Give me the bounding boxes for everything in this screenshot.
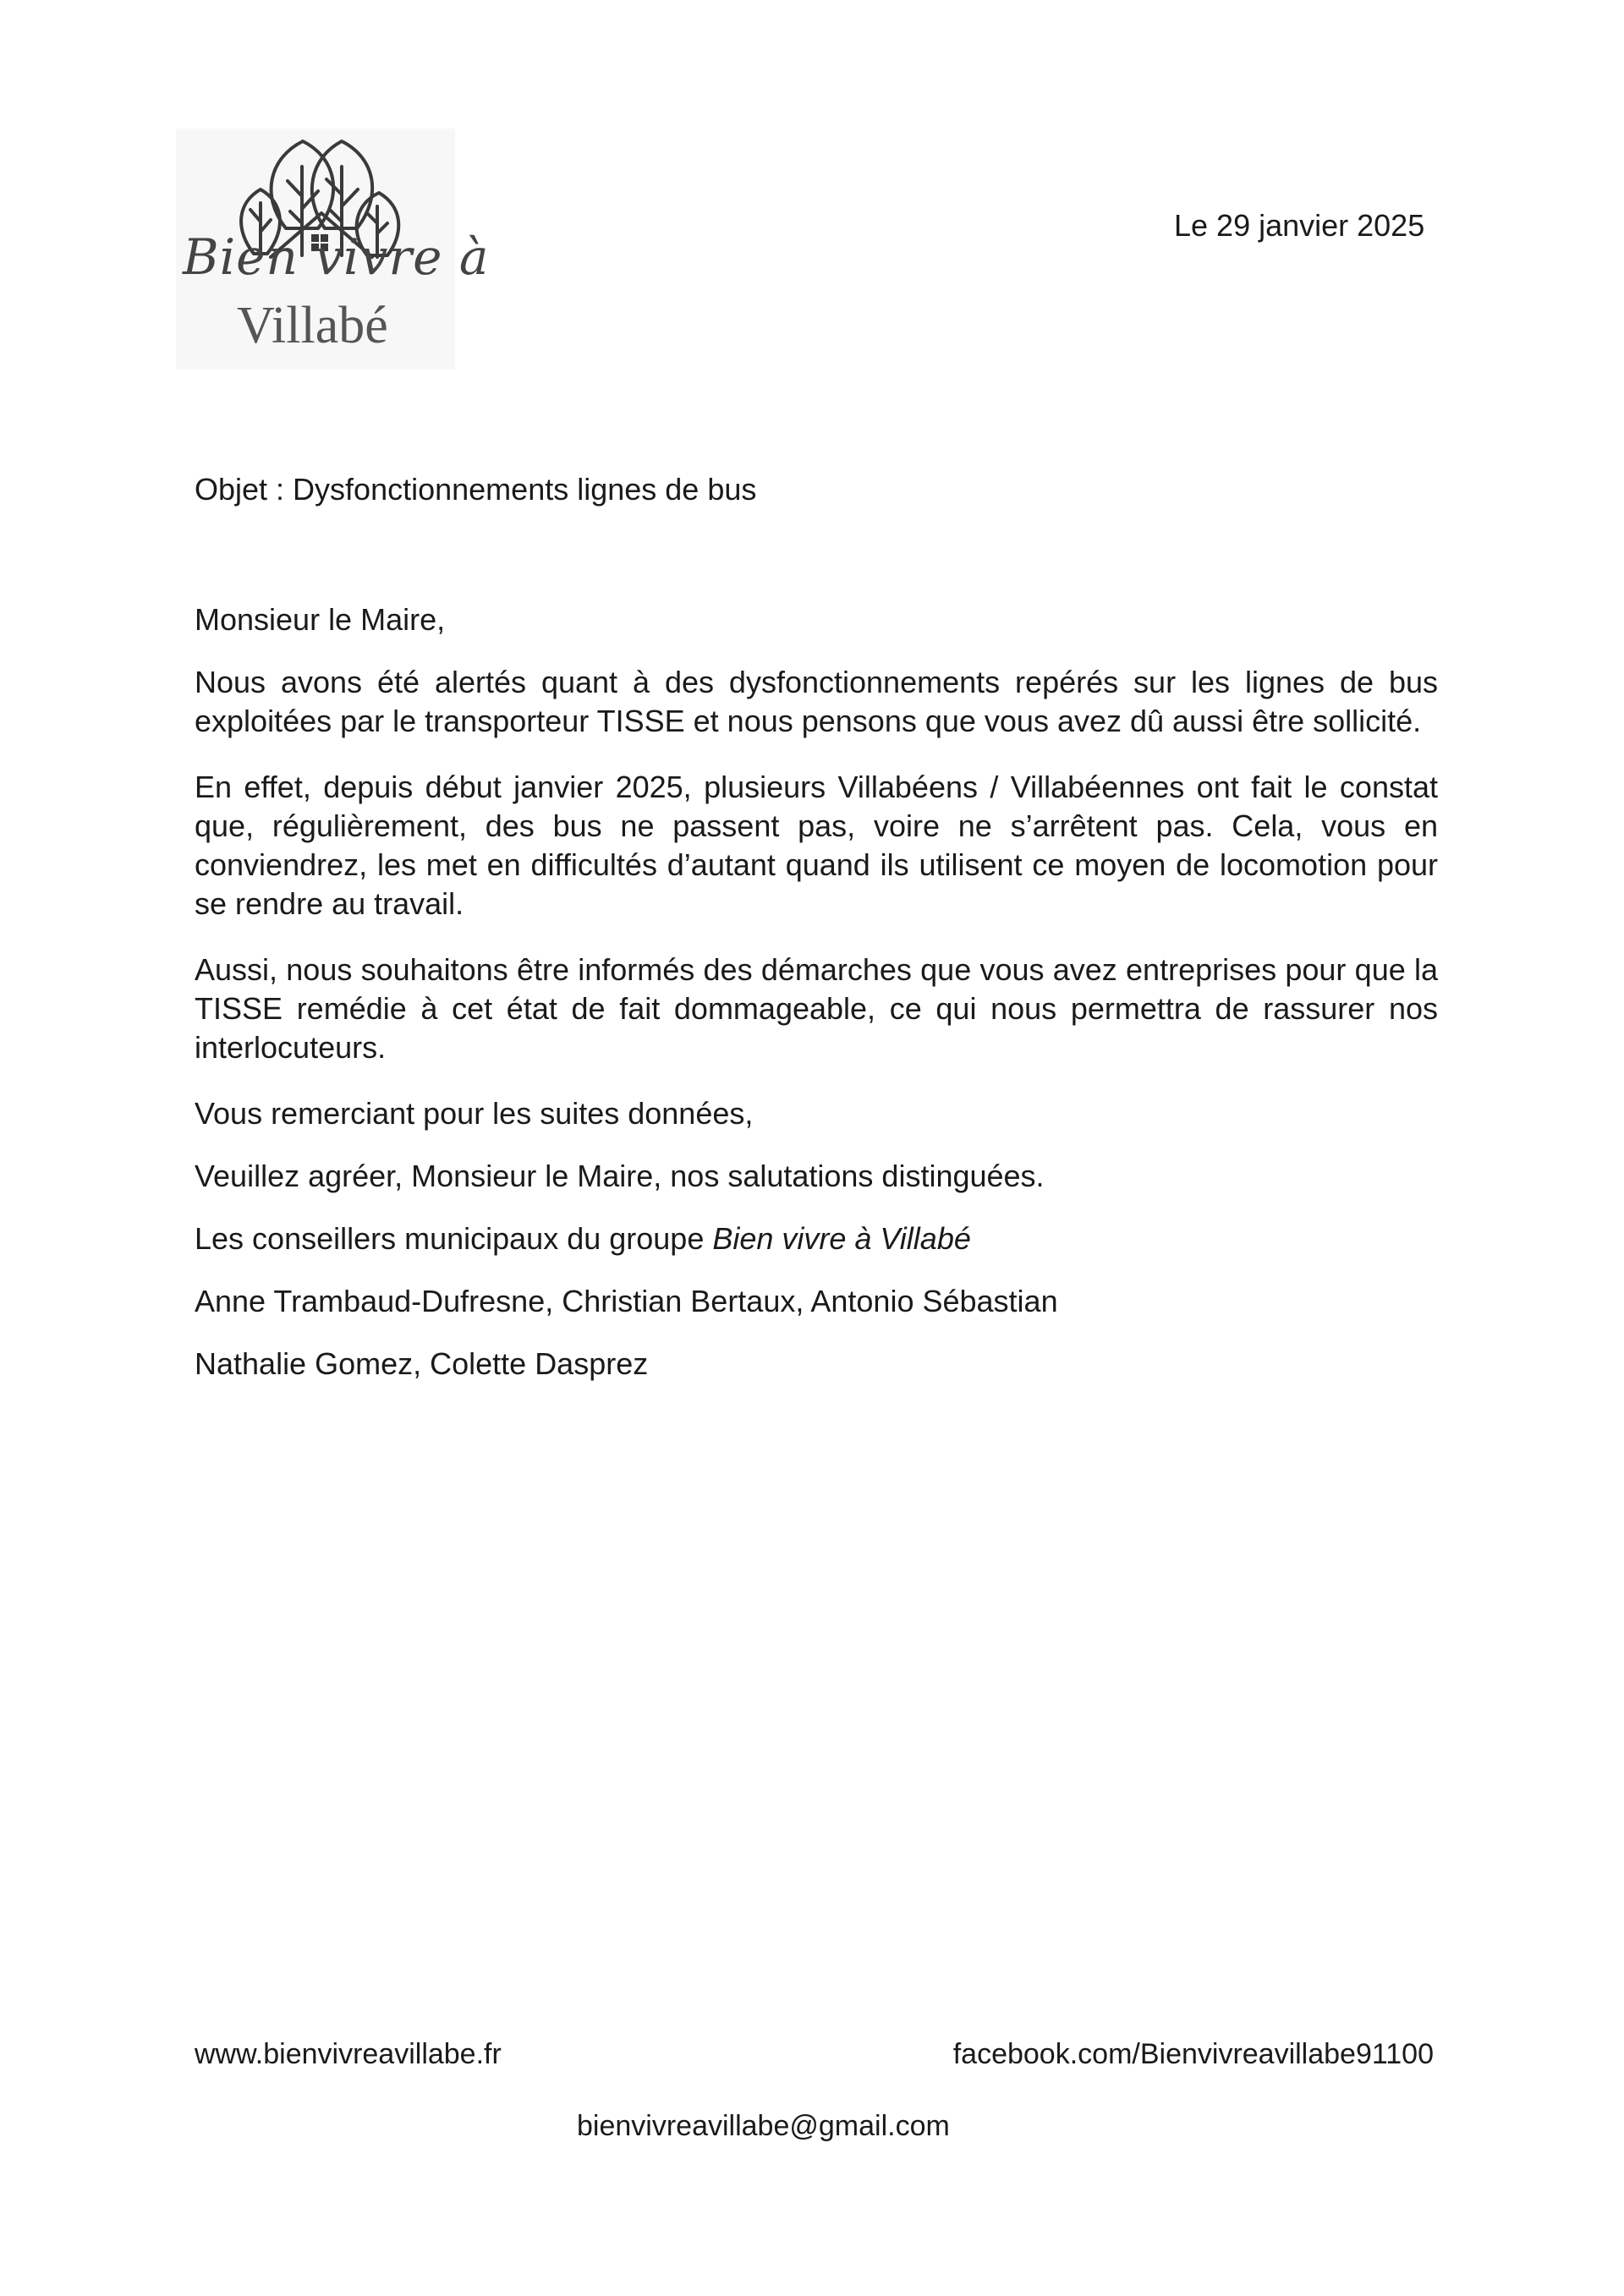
signature-group [195, 1219, 1438, 1258]
letter-date: Le 29 janvier 2025 [1174, 208, 1425, 243]
salutation: Monsieur le Maire, [195, 602, 446, 637]
signature-names-1: Anne Trambaud-Dufresne, Christian Bertaux, Antonio Sébastian [195, 1284, 1058, 1318]
logo-title: Bien vivre à [183, 228, 490, 286]
paragraph-4: Vous remerciant pour les suites données, [195, 1096, 754, 1131]
paragraph-3: Aussi, nous souhaitons être informés des démarches que vous avez entreprises pour que la TISSE remédie à cet état de fait dommageable, ce qui nous permettra de rassurer nos interlocuteurs. [195, 952, 1438, 1065]
logo [176, 129, 490, 370]
letter-body [195, 600, 1438, 1407]
footer-facebook-link[interactable]: facebook.com/Bienvivreavillabe91100 [952, 2038, 1434, 2070]
letter-subject: Objet : Dysfonctionnements lignes de bus [195, 472, 757, 507]
signature-group-name: Bien vivre à Villabé [712, 1221, 971, 1256]
paragraph-5: Veuillez agréer, Monsieur le Maire, nos salutations distinguées. [195, 1159, 1045, 1193]
paragraph-1: Nous avons été alertés quant à des dysfonctionnements repérés sur les lignes de bus exploitées par le transporteur TISSE et nous pensons que vous avez dû aussi être sollicité. [195, 665, 1438, 738]
footer-email-link[interactable]: bienvivreavillabe@gmail.com [577, 2110, 950, 2142]
logo-subtitle: Villabé [237, 297, 388, 354]
paragraph-2: En effet, depuis début janvier 2025, plusieurs Villabéens / Villabéennes ont fait le constat que, régulièrement, des bus ne passent pas, voire ne s’arrêtent pas. Cela, vous en conviendrez, les met en difficultés d’autant quand ils utilisent ce moyen de locomotion pour se rendre au travail. [195, 770, 1438, 921]
signature-prefix: Les conseillers municipaux du groupe [195, 1221, 713, 1256]
footer-website-link[interactable]: www.bienvivreavillabe.fr [195, 2038, 502, 2070]
signature-names-2: Nathalie Gomez, Colette Dasprez [195, 1346, 649, 1381]
